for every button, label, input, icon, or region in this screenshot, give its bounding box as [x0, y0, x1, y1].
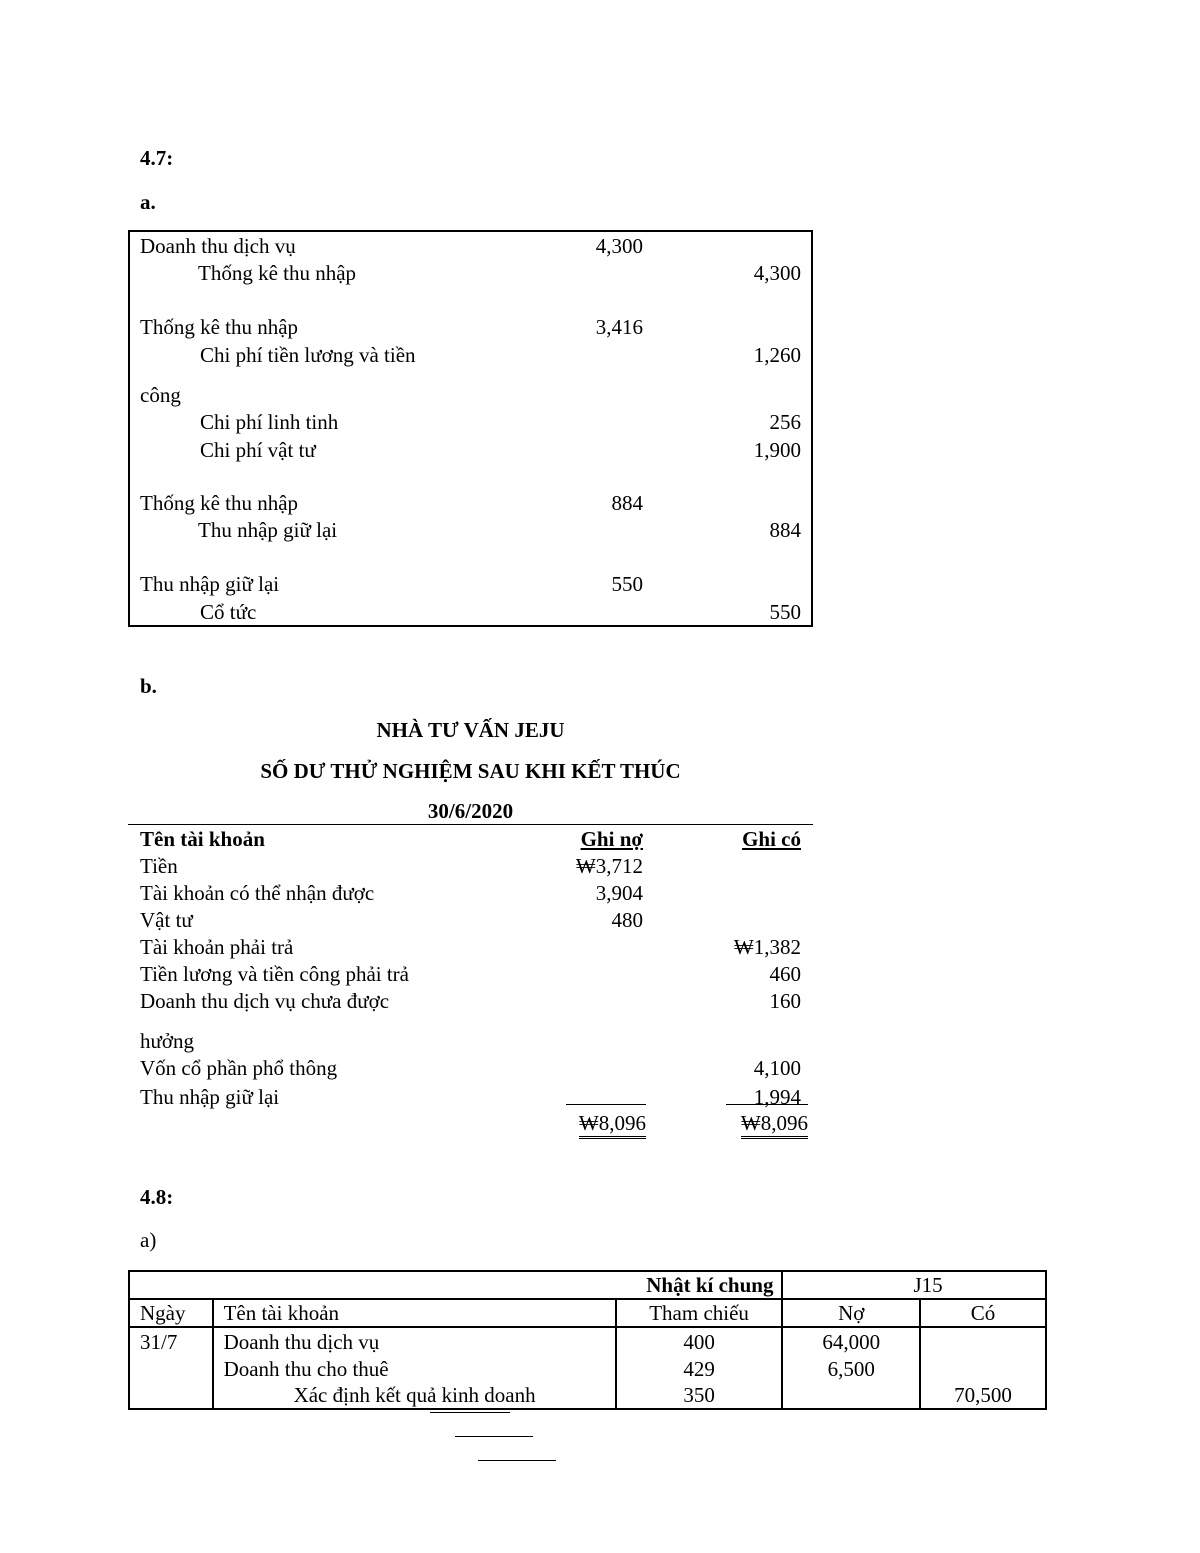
tb-row-account: Tài khoản có thể nhận được	[140, 881, 375, 905]
tb-row-account: Vật tư	[140, 908, 193, 932]
report-title: SỐ DƯ THỬ NGHIỆM SAU KHI KẾT THÚC	[260, 759, 681, 783]
section-heading-4-8: 4.8:	[140, 1185, 174, 1209]
col-header-credit: Có	[920, 1299, 1046, 1327]
journal-credit	[920, 1356, 1046, 1382]
tb-row-account: Vốn cổ phần phổ thông	[140, 1056, 338, 1080]
entry-account: Cổ tức	[200, 600, 257, 624]
decorative-rule	[430, 1412, 510, 1413]
tb-row-credit: 160	[769, 989, 801, 1013]
entry-account: Doanh thu dịch vụ	[140, 234, 296, 258]
tb-row-debit: 480	[611, 908, 643, 932]
subtotal-rule-credit	[726, 1104, 808, 1105]
entry-credit: 256	[769, 410, 801, 434]
tb-total-debit: ₩8,096	[579, 1111, 646, 1139]
journal-account: Xác định kết quả kinh doanh	[213, 1382, 616, 1409]
entry-credit: 4,300	[753, 261, 801, 285]
journal-debit	[782, 1382, 920, 1409]
entry-account: Thu nhập giữ lại	[140, 572, 280, 596]
decorative-rule	[478, 1460, 556, 1461]
col-header-date: Ngày	[129, 1299, 213, 1327]
journal-debit: 6,500	[782, 1356, 920, 1382]
tb-row-debit: 3,904	[595, 881, 643, 905]
entry-account-wrap: công	[140, 383, 181, 407]
general-journal-table	[128, 1270, 1047, 1410]
journal-date	[129, 1382, 213, 1409]
section-heading-4-7: 4.7:	[140, 146, 174, 170]
tb-row-debit: ₩3,712	[575, 854, 643, 878]
tb-row-account: Tiền	[140, 854, 178, 878]
part-a-label: a.	[140, 190, 156, 214]
company-name: NHÀ TƯ VẤN JEJU	[376, 718, 565, 742]
col-header-debit: Nợ	[782, 1299, 920, 1327]
journal-title: Nhật kí chung	[129, 1271, 782, 1299]
tb-row-account-wrap: hưởng	[140, 1029, 194, 1053]
tb-header-debit: Ghi nợ	[580, 827, 643, 851]
journal-debit: 64,000	[782, 1327, 920, 1356]
entry-credit: 1,900	[753, 438, 801, 462]
entry-account: Thu nhập giữ lại	[198, 518, 338, 542]
entry-debit: 884	[611, 491, 643, 515]
entry-account: Thống kê thu nhập	[140, 491, 299, 515]
report-date: 30/6/2020	[427, 799, 514, 823]
entry-credit: 884	[769, 518, 801, 542]
journal-account: Doanh thu dịch vụ	[213, 1327, 616, 1356]
header-rule	[128, 824, 813, 825]
entry-debit: 4,300	[595, 234, 643, 258]
decorative-rule	[455, 1436, 533, 1437]
journal-ref: 429	[616, 1356, 783, 1382]
journal-date: 31/7	[129, 1327, 213, 1356]
journal-credit: 70,500	[920, 1382, 1046, 1409]
entry-account: Chi phí tiền lương và tiền	[200, 343, 416, 367]
tb-row-account: Tiền lương và tiền công phải trả	[140, 962, 410, 986]
journal-date	[129, 1356, 213, 1382]
tb-row-credit: 4,100	[753, 1056, 801, 1080]
tb-row-account: Thu nhập giữ lại	[140, 1085, 280, 1109]
journal-ref: 400	[616, 1327, 783, 1356]
entry-debit: 550	[611, 572, 643, 596]
journal-credit	[920, 1327, 1046, 1356]
tb-row-account: Tài khoản phải trả	[140, 935, 294, 959]
tb-row-credit: ₩1,382	[733, 935, 801, 959]
entry-account: Thống kê thu nhập	[140, 315, 299, 339]
entry-account: Chi phí linh tinh	[200, 410, 339, 434]
subtotal-rule-debit	[566, 1104, 646, 1105]
tb-header-account: Tên tài khoản	[140, 827, 265, 851]
entry-account: Chi phí vật tư	[200, 438, 316, 462]
journal-ref: 350	[616, 1382, 783, 1409]
journal-account: Doanh thu cho thuê	[213, 1356, 616, 1382]
part-b-label: b.	[140, 674, 157, 698]
col-header-ref: Tham chiếu	[616, 1299, 783, 1327]
entry-credit: 550	[769, 600, 801, 624]
tb-total-credit: ₩8,096	[741, 1111, 808, 1139]
journal-page-ref: J15	[782, 1271, 1046, 1299]
entry-account: Thống kê thu nhập	[198, 261, 357, 285]
tb-row-credit: 1,994	[753, 1085, 801, 1109]
tb-header-credit: Ghi có	[742, 827, 801, 851]
entry-debit: 3,416	[595, 315, 643, 339]
col-header-account: Tên tài khoản	[213, 1299, 616, 1327]
part-a-label-4-8: a)	[140, 1228, 157, 1252]
entry-credit: 1,260	[753, 343, 801, 367]
tb-row-account: Doanh thu dịch vụ chưa được	[140, 989, 390, 1013]
tb-row-credit: 460	[769, 962, 801, 986]
